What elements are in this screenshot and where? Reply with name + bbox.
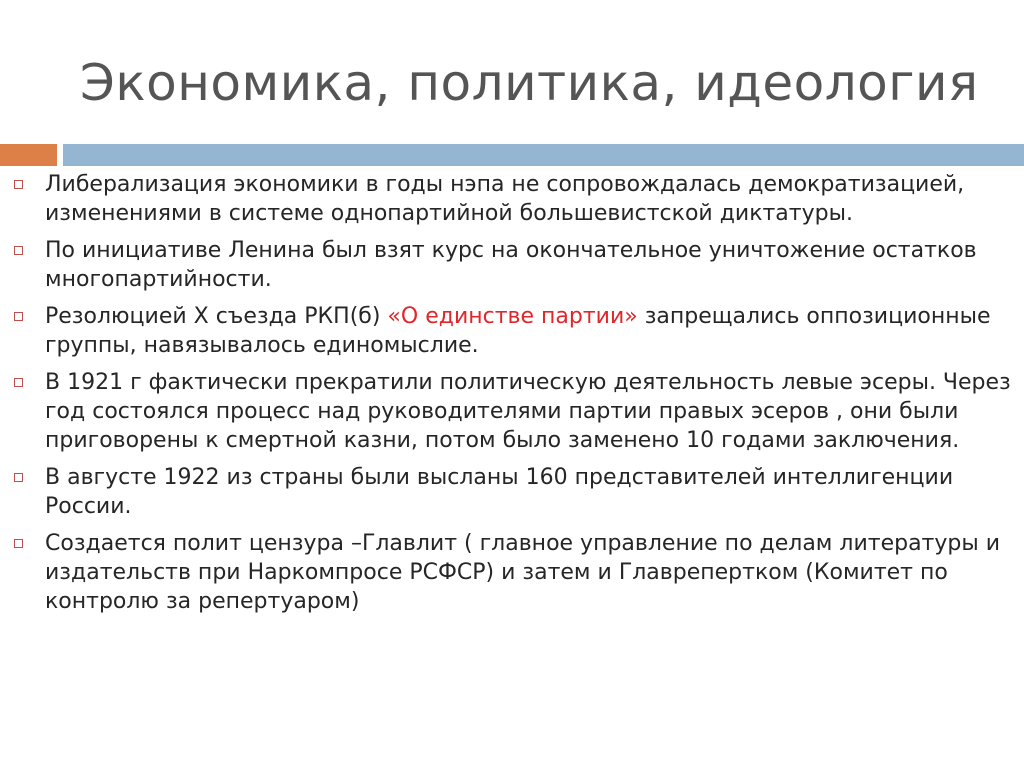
square-bullet-icon [14, 180, 23, 189]
bullet-text: Создается полит цензура –Главлит ( главное управление по делам литературы и издательств при Наркомпросе РСФСР) и затем и Главрепертком (Комитет по контролю за репертуаром) [45, 531, 1001, 614]
bullet-item-3 [12, 302, 1012, 360]
slide-title: Экономика, политика, идеология [80, 54, 979, 112]
bullet-text: Либерализация экономики в годы нэпа не сопровождалась демократизацией, изменениями в системе однопартийной большевистской диктатуры. [45, 172, 965, 226]
bullet-text: В августе 1922 из страны были высланы 160 представителей интеллигенции России. [45, 465, 954, 519]
bullet-item-5 [12, 463, 1012, 521]
square-bullet-icon [14, 378, 23, 387]
bullet-item-4 [12, 368, 1012, 455]
bullet-text: В 1921 г фактически прекратили политическую деятельность левые эсеры. Через год состоялся процесс над руководителями партии правых эсеров , они были приговорены к смертной казни, потом было заменено 10 годами заключения. [45, 370, 1011, 453]
square-bullet-icon [14, 539, 23, 548]
square-bullet-icon [14, 312, 23, 321]
bullet-text-before: Резолюцией X съезда РКП(б) [45, 304, 388, 329]
bullet-text: По инициативе Ленина был взят курс на окончательное уничтожение остатков многопартийности. [45, 238, 977, 292]
bullet-item-1 [12, 170, 1012, 228]
square-bullet-icon [14, 246, 23, 255]
square-bullet-icon [14, 473, 23, 482]
bullet-text-after: запрещались оппозиционные группы, навязывалось единомыслие. [45, 304, 991, 358]
accent-bar-blue [63, 144, 1024, 166]
bullet-item-2 [12, 236, 1012, 294]
bullet-item-6 [12, 529, 1012, 616]
bullet-list [12, 170, 1012, 624]
accent-bar-orange [0, 144, 57, 166]
resolution-title-highlight: «О единстве партии» [387, 304, 638, 329]
